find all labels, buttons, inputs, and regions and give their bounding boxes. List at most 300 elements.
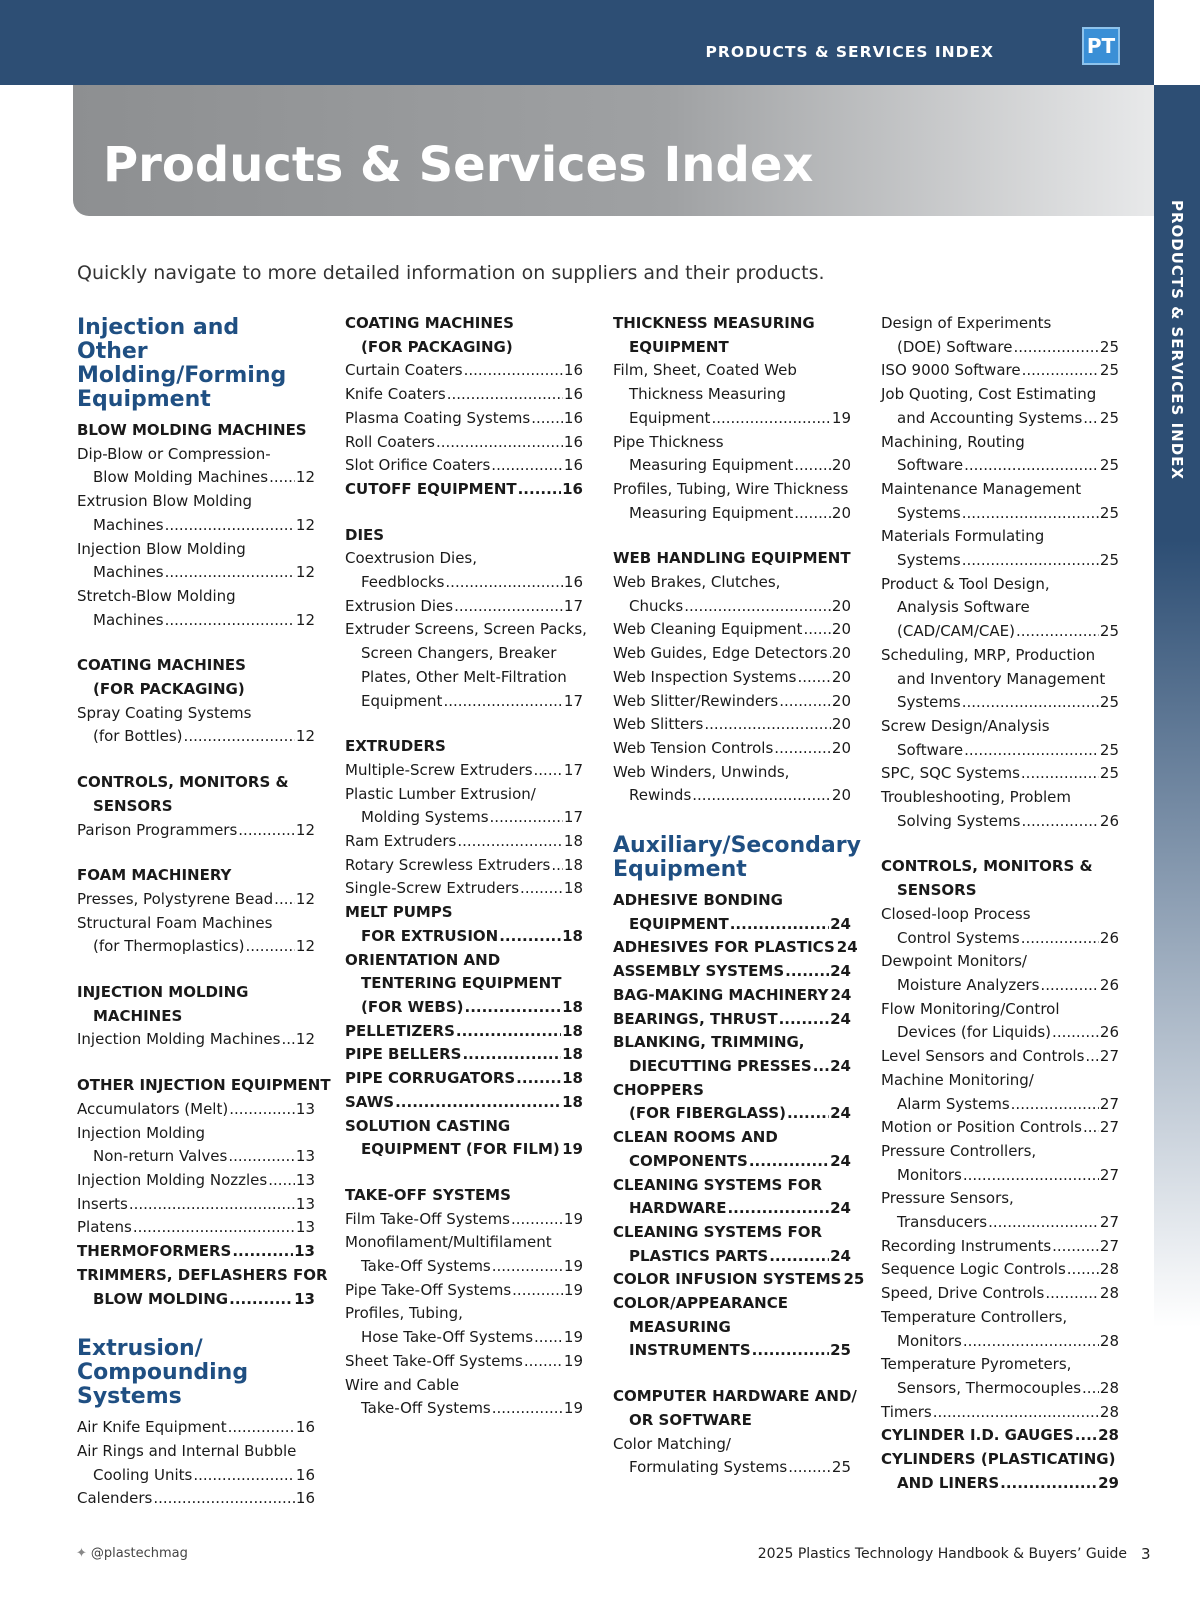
index-entry-film-sheet-coated-web[interactable] <box>613 359 851 430</box>
page-ref[interactable]: 25 <box>1099 456 1119 475</box>
page-ref[interactable]: 24 <box>830 962 851 981</box>
page-ref[interactable]: 18 <box>562 1069 583 1088</box>
index-entry-stretch-blow-molding[interactable] <box>77 585 315 632</box>
entry-line <box>881 855 1119 879</box>
index-entry-cylinder-i-d-gauges[interactable] <box>881 1424 1119 1448</box>
page-ref[interactable]: 13 <box>294 1242 315 1261</box>
index-entry-profiles-tubing[interactable] <box>345 1302 583 1349</box>
page-ref[interactable]: 18 <box>562 1092 583 1111</box>
entry-line <box>77 725 315 749</box>
page-ref[interactable]: 13 <box>295 1170 315 1189</box>
page-ref[interactable]: 19 <box>563 1257 583 1276</box>
index-entry-assembly-systems[interactable] <box>613 960 851 984</box>
entry-line <box>77 1074 331 1098</box>
page-ref[interactable]: 28 <box>1099 1331 1119 1350</box>
entry-text: SENSORS <box>897 881 977 900</box>
entry-text: Screw Design/Analysis <box>881 716 1050 735</box>
entry-text: Thickness Measuring <box>629 385 786 404</box>
page-ref[interactable]: 16 <box>563 573 583 592</box>
entry-line <box>345 1279 583 1303</box>
page-ref[interactable]: 25 <box>1099 551 1119 570</box>
entry-text: PLASTICS PARTS <box>629 1246 769 1265</box>
page-ref[interactable]: 16 <box>563 361 583 380</box>
index-entry-product-tool-design[interactable] <box>881 573 1119 644</box>
entry-line <box>345 1020 583 1044</box>
page-ref[interactable]: 25 <box>1099 622 1119 641</box>
index-entry-spc-sqc-systems[interactable] <box>881 762 1119 786</box>
page-ref[interactable]: 28 <box>1098 1426 1119 1445</box>
index-entry-web-brakes-clutches[interactable] <box>613 571 851 618</box>
page-ref[interactable]: 18 <box>562 997 583 1016</box>
index-entry-bearings-thrust[interactable] <box>613 1008 851 1032</box>
page-ref[interactable]: 13 <box>295 1147 315 1166</box>
index-entry-trimmers-deflashers-for[interactable] <box>77 1264 328 1311</box>
page-ref[interactable]: 20 <box>831 644 851 663</box>
entry-line <box>345 359 583 383</box>
page-ref[interactable]: 12 <box>295 515 315 534</box>
entry-text: Machines <box>93 610 164 629</box>
index-entry-injection-molding[interactable] <box>77 1122 315 1169</box>
dot-leader <box>516 1067 561 1091</box>
index-entry-single-screw-extruders[interactable] <box>345 877 583 901</box>
entry-line <box>613 571 851 595</box>
entry-line <box>613 336 851 360</box>
entry-line <box>77 912 315 936</box>
page-ref[interactable]: 25 <box>843 1270 865 1289</box>
index-entry-web-slitter-rewinders[interactable] <box>613 690 851 714</box>
entry-text: COMPUTER HARDWARE AND/ <box>613 1387 857 1406</box>
dot-leader <box>962 549 1099 573</box>
index-entry-machine-monitoring[interactable] <box>881 1069 1119 1116</box>
page-ref[interactable]: 24 <box>830 1009 851 1028</box>
page-ref[interactable]: 24 <box>830 985 852 1004</box>
entry-line <box>77 702 315 726</box>
entry-text: Web Winders, Unwinds, <box>613 762 790 781</box>
page-ref[interactable]: 12 <box>295 610 315 629</box>
index-entry-slot-orifice-coaters[interactable] <box>345 454 583 478</box>
index-entry-temperature-controllers[interactable] <box>881 1306 1119 1353</box>
page-ref[interactable]: 25 <box>1099 503 1119 522</box>
entry-text: Platens <box>77 1218 132 1237</box>
index-entry-structural-foam-machines[interactable] <box>77 912 315 959</box>
index-entry-air-rings-and-internal-bubble[interactable] <box>77 1440 315 1487</box>
entry-text: THERMOFORMERS <box>77 1242 232 1261</box>
index-entry-flow-monitoring-control[interactable] <box>881 998 1119 1045</box>
entry-line <box>345 312 583 336</box>
entry-line <box>345 431 583 455</box>
entry-line <box>345 949 583 973</box>
page-ref[interactable]: 20 <box>831 620 851 639</box>
page-ref[interactable]: 19 <box>563 1280 583 1299</box>
index-entry-cutoff-equipment[interactable] <box>345 478 583 502</box>
index-entry-pipe-take-off-systems[interactable] <box>345 1279 583 1303</box>
index-entry-knife-coaters[interactable] <box>345 383 583 407</box>
page-ref[interactable]: 12 <box>295 889 315 908</box>
index-entry-web-inspection-systems[interactable] <box>613 666 851 690</box>
index-entry-iso-9000-software[interactable] <box>881 359 1119 383</box>
page-ref[interactable]: 19 <box>563 1209 583 1228</box>
page-ref[interactable]: 13 <box>295 1218 315 1237</box>
index-entry-blanking-trimming[interactable] <box>613 1031 851 1078</box>
index-entry-temperature-pyrometers[interactable] <box>881 1353 1119 1400</box>
entry-text: Job Quoting, Cost Estimating <box>881 385 1097 404</box>
entry-text: Closed-loop Process <box>881 904 1031 923</box>
index-entry-thermoformers[interactable] <box>77 1240 315 1264</box>
page-ref[interactable]: 25 <box>830 1341 851 1360</box>
entry-text: OTHER INJECTION EQUIPMENT <box>77 1076 331 1095</box>
index-entry-color-appearance[interactable] <box>613 1292 851 1363</box>
page-ref[interactable]: 25 <box>1099 740 1119 759</box>
entry-line <box>77 888 315 912</box>
page-ref[interactable]: 26 <box>1099 1023 1119 1042</box>
index-entry-maintenance-management[interactable] <box>881 478 1119 525</box>
entry-text: Take-Off Systems <box>361 1399 491 1418</box>
entry-line <box>345 1208 583 1232</box>
dot-leader <box>129 1193 295 1217</box>
entry-line <box>77 561 315 585</box>
page-ref[interactable]: 24 <box>830 1056 851 1075</box>
entry-text: PIPE CORRUGATORS <box>345 1069 516 1088</box>
index-entry-pressure-controllers[interactable] <box>881 1140 1119 1187</box>
page-ref[interactable]: 16 <box>563 385 583 404</box>
index-entry-color-infusion-systems[interactable] <box>613 1268 865 1292</box>
index-entry-machining-routing[interactable] <box>881 431 1119 478</box>
entry-text: Extruder Screens, Screen Packs, <box>345 620 587 639</box>
page-ref[interactable]: 18 <box>562 1021 583 1040</box>
page-ref[interactable]: 18 <box>562 1045 583 1064</box>
index-entry-motion-or-position-controls[interactable] <box>881 1116 1119 1140</box>
entry-text: Recording Instruments <box>881 1236 1052 1255</box>
entry-text: Sensors, Thermocouples <box>897 1378 1082 1397</box>
entry-text: Equipment <box>629 408 711 427</box>
index-entry-film-take-off-systems[interactable] <box>345 1208 583 1232</box>
index-entry-spray-coating-systems[interactable] <box>77 702 315 749</box>
page-ref[interactable]: 25 <box>1099 764 1119 783</box>
category-heading-extruders <box>345 735 583 759</box>
entry-text: Screen Changers, Breaker <box>361 644 557 663</box>
page-ref[interactable]: 27 <box>1099 1047 1119 1066</box>
entry-line <box>881 1401 1119 1425</box>
dot-leader <box>165 609 295 633</box>
entry-line <box>613 737 851 761</box>
page-ref[interactable]: 12 <box>295 563 315 582</box>
entry-line <box>345 454 583 478</box>
page-ref[interactable]: 27 <box>1099 1165 1119 1184</box>
index-entry-roll-coaters[interactable] <box>345 431 583 455</box>
entry-text: Speed, Drive Controls <box>881 1284 1045 1303</box>
entry-text: Hose Take-Off Systems <box>361 1328 534 1347</box>
index-entry-saws[interactable] <box>345 1091 583 1115</box>
page-ref[interactable]: 24 <box>830 1151 851 1170</box>
index-entry-pipe-thickness[interactable] <box>613 431 851 478</box>
page-ref[interactable]: 29 <box>1098 1473 1119 1492</box>
index-entry-air-knife-equipment[interactable] <box>77 1416 315 1440</box>
section-spacer <box>77 1052 315 1074</box>
index-entry-curtain-coaters[interactable] <box>345 359 583 383</box>
index-entry-parison-programmers[interactable] <box>77 819 315 843</box>
index-entry-orientation-and[interactable] <box>345 949 583 1020</box>
dot-leader <box>228 1145 295 1169</box>
page-ref[interactable]: 19 <box>562 1140 583 1159</box>
dot-leader <box>1052 1021 1099 1045</box>
index-entry-bag-making-machinery[interactable] <box>613 984 851 1008</box>
page-ref[interactable]: 20 <box>831 503 851 522</box>
category-heading-thickness-measuring <box>613 312 851 359</box>
entry-text: EQUIPMENT <box>629 914 729 933</box>
entry-text: COLOR/APPEARANCE <box>613 1294 788 1313</box>
index-entry-coextrusion-dies[interactable] <box>345 547 583 594</box>
page-ref[interactable]: 20 <box>831 691 851 710</box>
entry-line <box>881 1069 1119 1093</box>
page-ref[interactable]: 25 <box>1099 693 1119 712</box>
page-ref[interactable]: 19 <box>563 1399 583 1418</box>
index-entry-adhesives-for-plastics[interactable] <box>613 936 858 960</box>
index-entry-injection-molding-machines[interactable] <box>77 1028 315 1052</box>
entry-line <box>881 927 1119 951</box>
entry-text: Level Sensors and Controls <box>881 1047 1085 1066</box>
dot-leader <box>769 1245 829 1269</box>
index-entry-clean-rooms-and[interactable] <box>613 1126 851 1173</box>
index-entry-sequence-logic-controls[interactable] <box>881 1258 1119 1282</box>
entry-line <box>77 935 315 959</box>
index-entry-platens[interactable] <box>77 1216 315 1240</box>
index-entry-extrusion-dies[interactable] <box>345 595 583 619</box>
index-entry-cylinders-plasticating[interactable] <box>881 1448 1119 1495</box>
entry-text: Plastic Lumber Extrusion/ <box>345 784 536 803</box>
section-heading-line: Auxiliary/Secondary <box>613 833 861 859</box>
index-entry-adhesive-bonding[interactable] <box>613 889 851 936</box>
index-entry-sheet-take-off-systems[interactable] <box>345 1350 583 1374</box>
category-heading-foam-machinery <box>77 864 315 888</box>
entry-line <box>77 1216 315 1240</box>
page-ref[interactable]: 19 <box>831 408 851 427</box>
entry-text: Extrusion Dies <box>345 596 454 615</box>
index-entry-inserts[interactable] <box>77 1193 315 1217</box>
dot-leader <box>1021 927 1099 951</box>
page-ref[interactable]: 16 <box>563 456 583 475</box>
page-ref[interactable]: 20 <box>831 786 851 805</box>
page-ref[interactable]: 20 <box>831 715 851 734</box>
page-ref[interactable]: 12 <box>295 937 315 956</box>
index-entry-melt-pumps[interactable] <box>345 901 583 948</box>
index-entry-color-matching[interactable] <box>613 1433 851 1480</box>
entry-text: MACHINES <box>93 1006 183 1025</box>
index-entry-monofilament-multifilament[interactable] <box>345 1231 583 1278</box>
entry-text: CUTOFF EQUIPMENT <box>345 479 517 498</box>
page-ref[interactable]: 13 <box>295 1099 315 1118</box>
category-heading-blow-molding-machines <box>77 419 315 443</box>
page-ref[interactable]: 20 <box>831 596 851 615</box>
dot-leader <box>727 1197 829 1221</box>
dot-leader <box>813 1055 829 1079</box>
section-spacer <box>613 1363 851 1385</box>
page-ref[interactable]: 28 <box>1099 1402 1119 1421</box>
index-entry-web-tension-controls[interactable] <box>613 737 851 761</box>
index-entry-pressure-sensors[interactable] <box>881 1187 1119 1234</box>
page-ref[interactable]: 17 <box>563 760 583 779</box>
dot-leader <box>711 407 830 431</box>
page-ref[interactable]: 16 <box>562 479 583 498</box>
entry-line <box>881 620 1119 644</box>
page-ref[interactable]: 26 <box>1099 928 1119 947</box>
page-ref[interactable]: 12 <box>295 727 315 746</box>
page-ref[interactable]: 28 <box>1099 1378 1119 1397</box>
page-ref[interactable]: 17 <box>563 691 583 710</box>
page-ref[interactable]: 24 <box>830 914 851 933</box>
page-ref[interactable]: 26 <box>1099 811 1119 830</box>
index-entry-design-of-experiments[interactable] <box>881 312 1119 359</box>
entry-line <box>345 690 583 714</box>
page-ref[interactable]: 27 <box>1099 1094 1119 1113</box>
index-entry-web-cleaning-equipment[interactable] <box>613 618 851 642</box>
index-entry-dewpoint-monitors[interactable] <box>881 950 1119 997</box>
index-entry-screw-design-analysis[interactable] <box>881 715 1119 762</box>
entry-text: Ram Extruders <box>345 832 457 851</box>
page-ref[interactable]: 20 <box>831 667 851 686</box>
index-entry-level-sensors-and-controls[interactable] <box>881 1045 1119 1069</box>
index-entry-cleaning-systems-for[interactable] <box>613 1174 851 1221</box>
entry-line <box>881 974 1119 998</box>
entry-line <box>613 1292 851 1316</box>
page-ref[interactable]: 13 <box>295 1194 315 1213</box>
entry-line <box>613 618 851 642</box>
section-spacer <box>77 959 315 981</box>
index-entry-speed-drive-controls[interactable] <box>881 1282 1119 1306</box>
entry-text: Solving Systems <box>897 811 1021 830</box>
page-ref[interactable]: 16 <box>295 1489 315 1508</box>
page-ref[interactable]: 12 <box>295 1030 315 1049</box>
page-ref[interactable]: 24 <box>830 1199 851 1218</box>
entry-line <box>77 1193 315 1217</box>
entry-text: Inserts <box>77 1194 128 1213</box>
category-heading-computer-hardware-and <box>613 1385 857 1432</box>
page-ref[interactable]: 17 <box>563 808 583 827</box>
index-entry-recording-instruments[interactable] <box>881 1235 1119 1259</box>
entry-text: TAKE-OFF SYSTEMS <box>345 1185 511 1204</box>
index-entry-closed-loop-process[interactable] <box>881 903 1119 950</box>
pt-logo: PT <box>1082 27 1120 65</box>
index-entry-materials-formulating[interactable] <box>881 525 1119 572</box>
index-entry-troubleshooting-problem[interactable] <box>881 786 1119 833</box>
page-ref[interactable]: 24 <box>830 1246 851 1265</box>
entry-line <box>345 618 587 642</box>
page-ref[interactable]: 28 <box>1099 1260 1119 1279</box>
page-ref[interactable]: 16 <box>563 408 583 427</box>
entry-line <box>77 490 315 514</box>
page-ref[interactable]: 18 <box>563 855 583 874</box>
index-entry-plasma-coating-systems[interactable] <box>345 407 583 431</box>
entry-line <box>881 715 1119 739</box>
page-ref[interactable]: 27 <box>1099 1118 1119 1137</box>
entry-line <box>881 478 1119 502</box>
handle-text: @plastechmag <box>90 1546 188 1561</box>
page-ref[interactable]: 19 <box>563 1351 583 1370</box>
index-entry-choppers[interactable] <box>613 1079 851 1126</box>
page-ref[interactable]: 25 <box>1099 361 1119 380</box>
index-entry-pipe-corrugators[interactable] <box>345 1067 583 1091</box>
index-entry-injection-molding-nozzles[interactable] <box>77 1169 315 1193</box>
index-entry-timers[interactable] <box>881 1401 1119 1425</box>
index-entry-job-quoting-cost-estimating[interactable] <box>881 383 1119 430</box>
entry-text: ISO 9000 Software <box>881 361 1021 380</box>
index-entry-web-guides-edge-detectors[interactable] <box>613 642 851 666</box>
dot-leader <box>490 806 563 830</box>
page-ref[interactable]: 13 <box>294 1289 315 1308</box>
page-ref[interactable]: 18 <box>562 926 583 945</box>
page-ref[interactable]: 27 <box>1099 1236 1119 1255</box>
page-ref[interactable]: 18 <box>563 832 583 851</box>
index-entry-dip-blow-or-compression[interactable] <box>77 443 315 490</box>
page-ref[interactable]: 17 <box>563 596 583 615</box>
entry-text: (FOR FIBERGLASS) <box>629 1104 786 1123</box>
index-entry-calenders[interactable] <box>77 1487 315 1511</box>
index-entry-injection-blow-molding[interactable] <box>77 538 315 585</box>
page-ref[interactable]: 26 <box>1099 975 1119 994</box>
entry-line <box>345 901 583 925</box>
social-handle[interactable] <box>76 1546 188 1561</box>
page-ref[interactable]: 12 <box>295 468 315 487</box>
page-ref[interactable]: 12 <box>295 820 315 839</box>
page-ref[interactable]: 16 <box>295 1418 315 1437</box>
index-entry-presses-polystyrene-bead[interactable] <box>77 888 315 912</box>
entry-text: COLOR INFUSION SYSTEMS <box>613 1270 842 1289</box>
index-entry-ram-extruders[interactable] <box>345 830 583 854</box>
index-entry-rotary-screwless-extruders[interactable] <box>345 854 583 878</box>
dot-leader <box>447 383 563 407</box>
page-ref[interactable]: 25 <box>831 1458 851 1477</box>
page-ref[interactable]: 25 <box>1099 337 1119 356</box>
page-ref[interactable]: 16 <box>563 432 583 451</box>
index-entry-multiple-screw-extruders[interactable] <box>345 759 583 783</box>
index-entry-extrusion-blow-molding[interactable] <box>77 490 315 537</box>
entry-line <box>613 1126 851 1150</box>
dot-leader <box>1022 359 1099 383</box>
index-entry-scheduling-mrp-production[interactable] <box>881 644 1119 715</box>
index-entry-extruder-screens-screen-packs[interactable] <box>345 618 587 713</box>
page-ref[interactable]: 19 <box>563 1328 583 1347</box>
page-ref[interactable]: 20 <box>831 456 851 475</box>
entry-line <box>881 431 1119 455</box>
index-entry-cleaning-systems-for[interactable] <box>613 1221 851 1268</box>
dot-leader <box>499 925 561 949</box>
page-ref[interactable]: 27 <box>1099 1213 1119 1232</box>
index-entry-web-winders-unwinds[interactable] <box>613 761 851 808</box>
header-title: PRODUCTS & SERVICES INDEX <box>705 43 994 61</box>
page-ref[interactable]: 28 <box>1099 1284 1119 1303</box>
index-entry-pipe-bellers[interactable] <box>345 1043 583 1067</box>
page-ref[interactable]: 18 <box>563 879 583 898</box>
page-ref[interactable]: 24 <box>836 938 858 957</box>
dot-leader <box>511 1208 563 1232</box>
entry-text: EXTRUDERS <box>345 737 446 756</box>
index-entry-solution-casting[interactable] <box>345 1115 583 1162</box>
page-ref[interactable]: 24 <box>830 1104 851 1123</box>
index-entry-pelletizers[interactable] <box>345 1020 583 1044</box>
index-entry-profiles-tubing-wire-thickness[interactable] <box>613 478 851 525</box>
index-entry-web-slitters[interactable] <box>613 713 851 737</box>
entry-text: FOAM MACHINERY <box>77 866 232 885</box>
entry-text: Feedblocks <box>361 573 445 592</box>
page-ref[interactable]: 16 <box>295 1465 315 1484</box>
index-entry-wire-and-cable[interactable] <box>345 1374 583 1421</box>
entry-text: Web Tension Controls <box>613 738 774 757</box>
index-entry-accumulators-melt[interactable] <box>77 1098 315 1122</box>
dot-leader <box>964 739 1099 763</box>
index-entry-plastic-lumber-extrusion[interactable] <box>345 783 583 830</box>
page-ref[interactable]: 20 <box>831 738 851 757</box>
page-ref[interactable]: 25 <box>1099 408 1119 427</box>
dot-leader <box>963 1330 1099 1354</box>
